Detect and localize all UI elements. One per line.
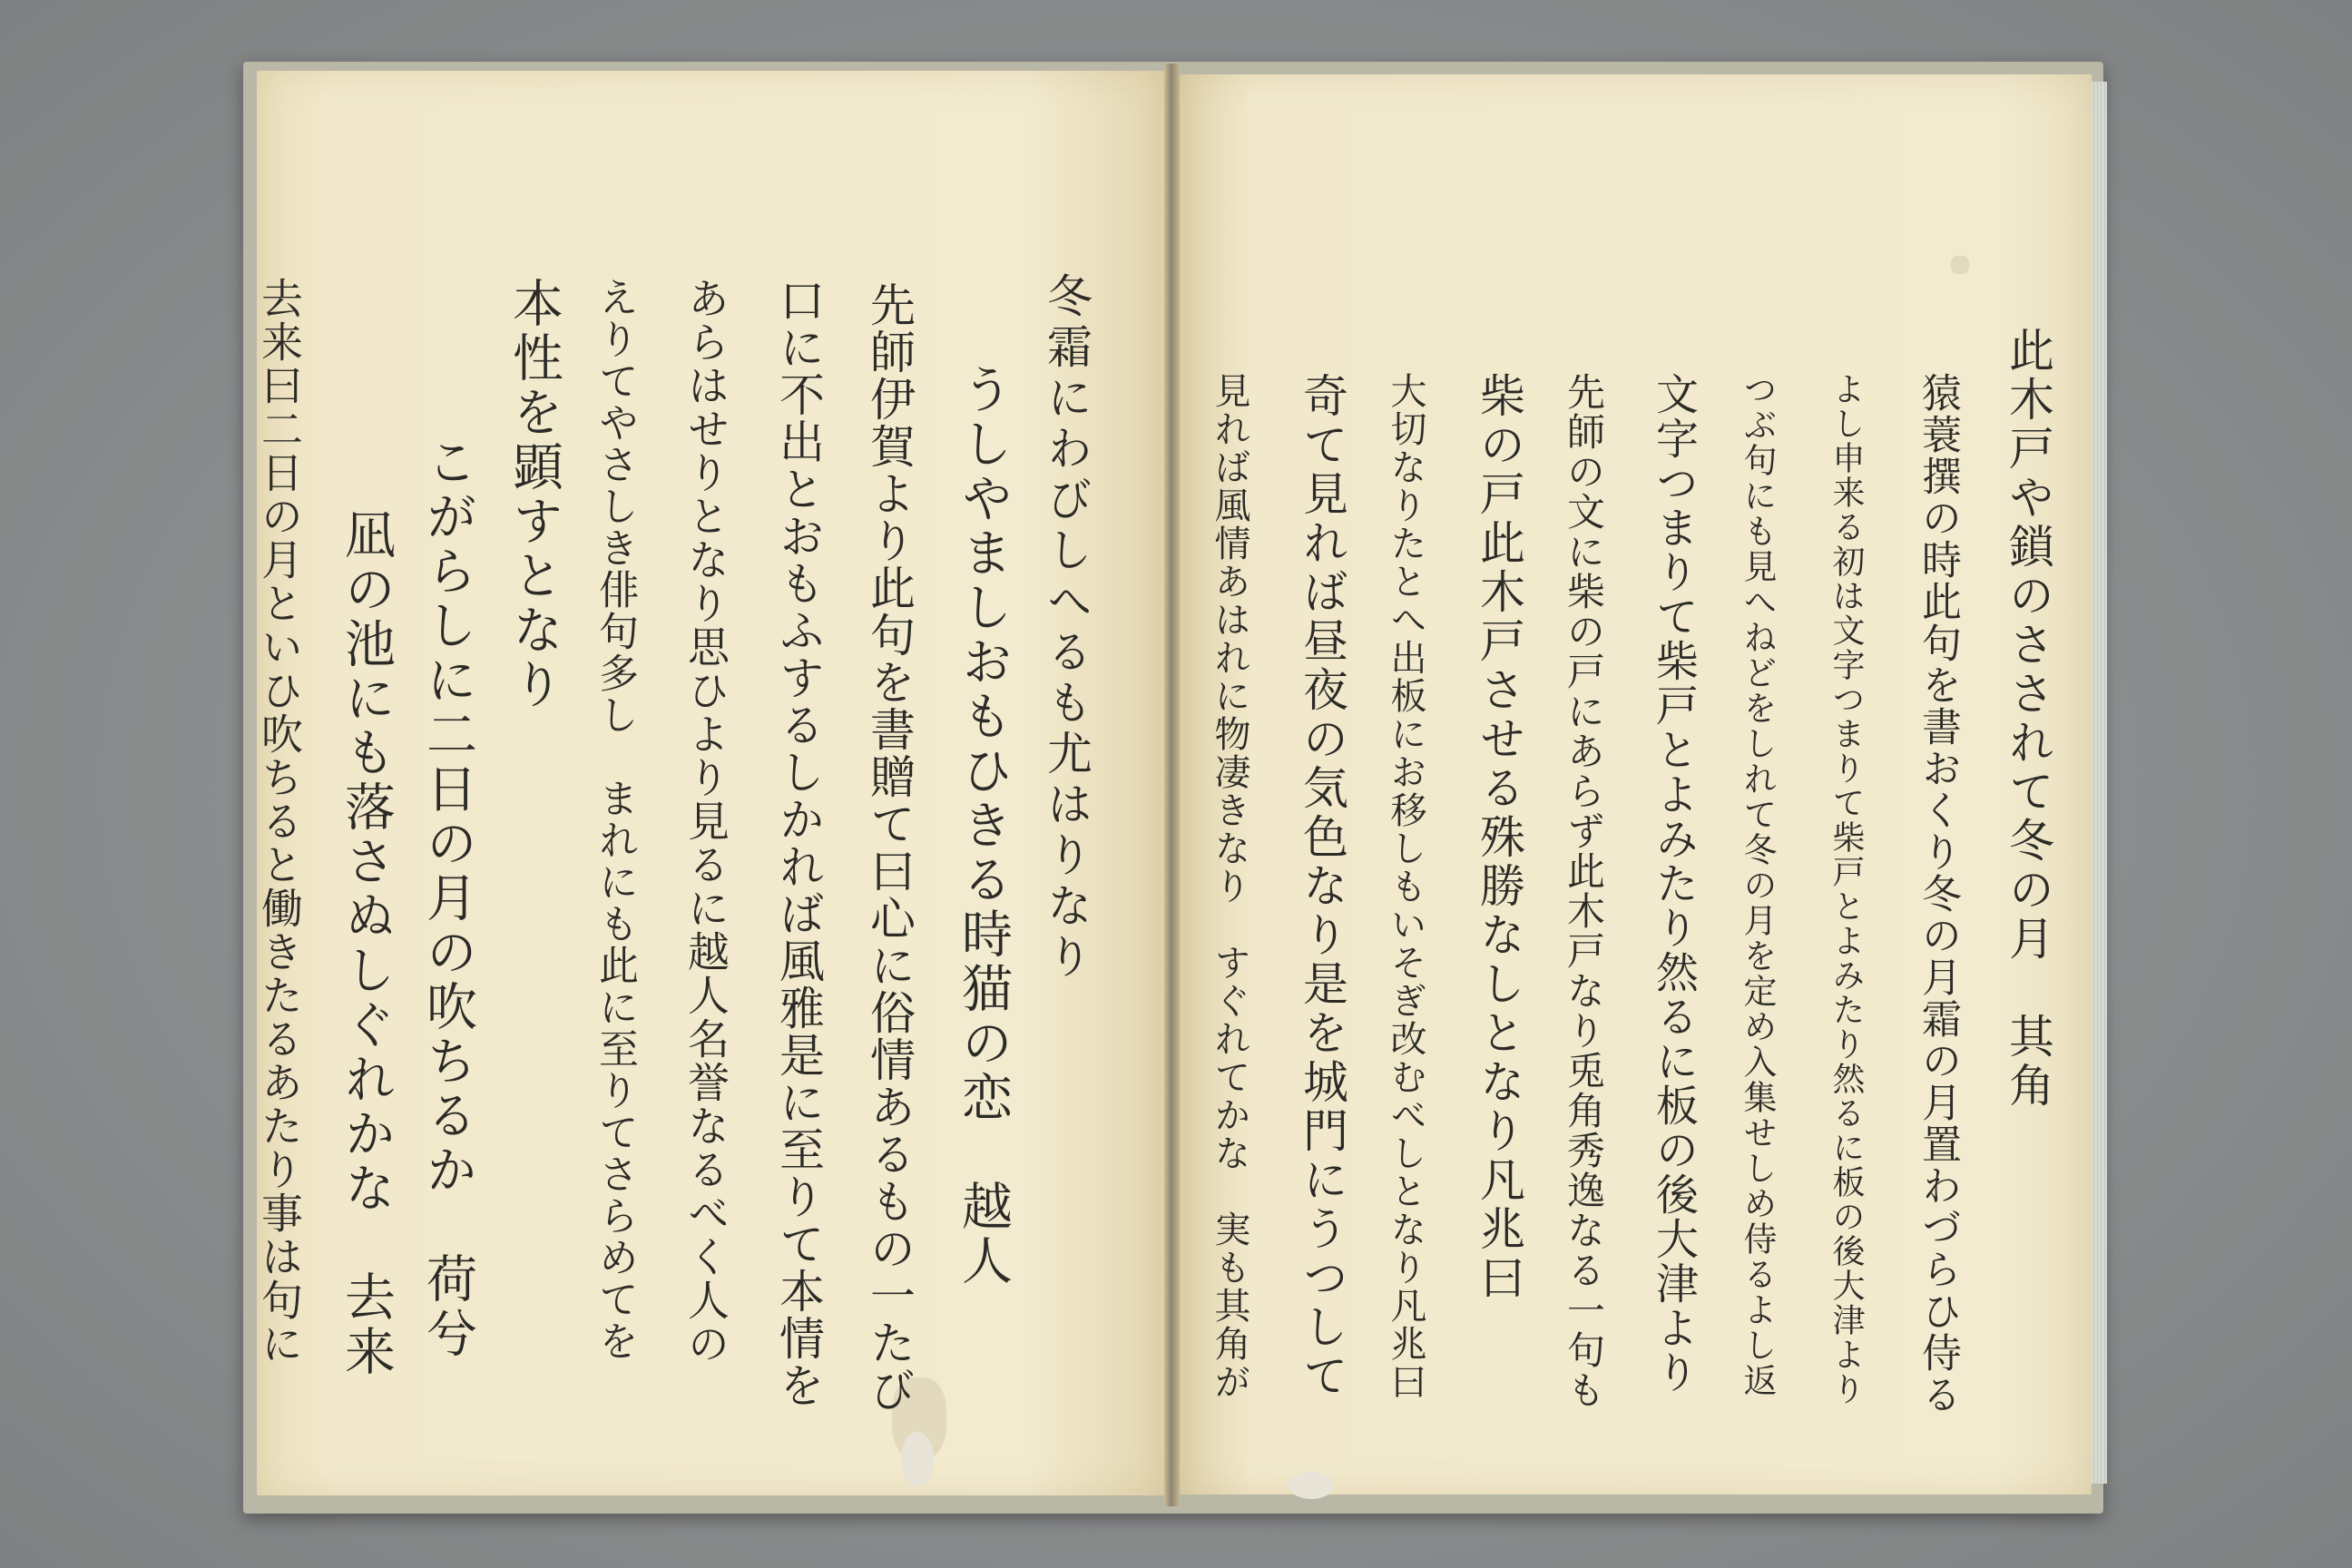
- page-tear: [901, 1432, 934, 1486]
- book-gutter: [1164, 64, 1180, 1506]
- left-column-10: 去来曰二日の月といひ吹ちると働きたるあたり事は句に: [255, 277, 304, 1366]
- left-column-4: 口に不出とおもふするしかれば風雅是に至りて本情を: [772, 277, 825, 1409]
- page-tear: [1289, 1472, 1334, 1499]
- left-column-1: 冬霜にわびしへるも尤はりなり: [1040, 272, 1093, 984]
- right-column-1: 此木戸や鎖のさされて冬の月 其角: [2002, 327, 2054, 1111]
- right-column-10: 見れば風情あはれに物凄きなり すぐれてかな 実も其角が: [1209, 372, 1250, 1401]
- right-column-7: 柴の戸此木戸させる殊勝なしとなり凡兆曰: [1473, 372, 1525, 1303]
- right-column-9: 奇て見れば昼夜の気色なり是を城門にうつして: [1296, 372, 1348, 1401]
- right-column-8: 大切なりたとへ出板にお移しもいそぎ改むべしとなり凡兆曰: [1385, 372, 1426, 1401]
- right-column-4: つぶ句にも見へねどをしれて冬の月を定め入集せしめ侍るよし返: [1738, 372, 1777, 1398]
- left-column-9: 凪の池にも落さぬしぐれかな 去来: [337, 508, 396, 1379]
- page-spot: [1951, 256, 1969, 274]
- left-column-5: あらはせりとなり思ひより見るに越人名誉なるべく人の: [681, 277, 730, 1366]
- left-column-3: 先師伊賀より此句を書贈て曰心に俗情あるもの一たび: [863, 281, 916, 1414]
- right-column-6: 先師の文に柴の戸にあらず此木戸なり兎角秀逸なる一句も: [1562, 372, 1606, 1410]
- left-column-2: うしやましおもひきる時猫の恋 越人: [954, 363, 1013, 1289]
- left-column-7: 本性を顕すとなり: [505, 277, 564, 712]
- right-column-2: 猿蓑撰の時此句を書おくり冬の月霜の月置わづらひ侍る: [1915, 372, 1961, 1416]
- right-column-3: よし申来る初は文字つまりて柴戸とよみたり然るに板の後大津より: [1828, 372, 1865, 1406]
- left-column-6: えりてやさしき俳句多し まれにも此に至りてさらめてを: [592, 277, 638, 1362]
- right-column-5: 文字つまりて柴戸とよみたり然るに板の後大津より: [1649, 372, 1699, 1395]
- left-column-8: こがらしに二日の月の吹ちるか 荷兮: [418, 436, 477, 1361]
